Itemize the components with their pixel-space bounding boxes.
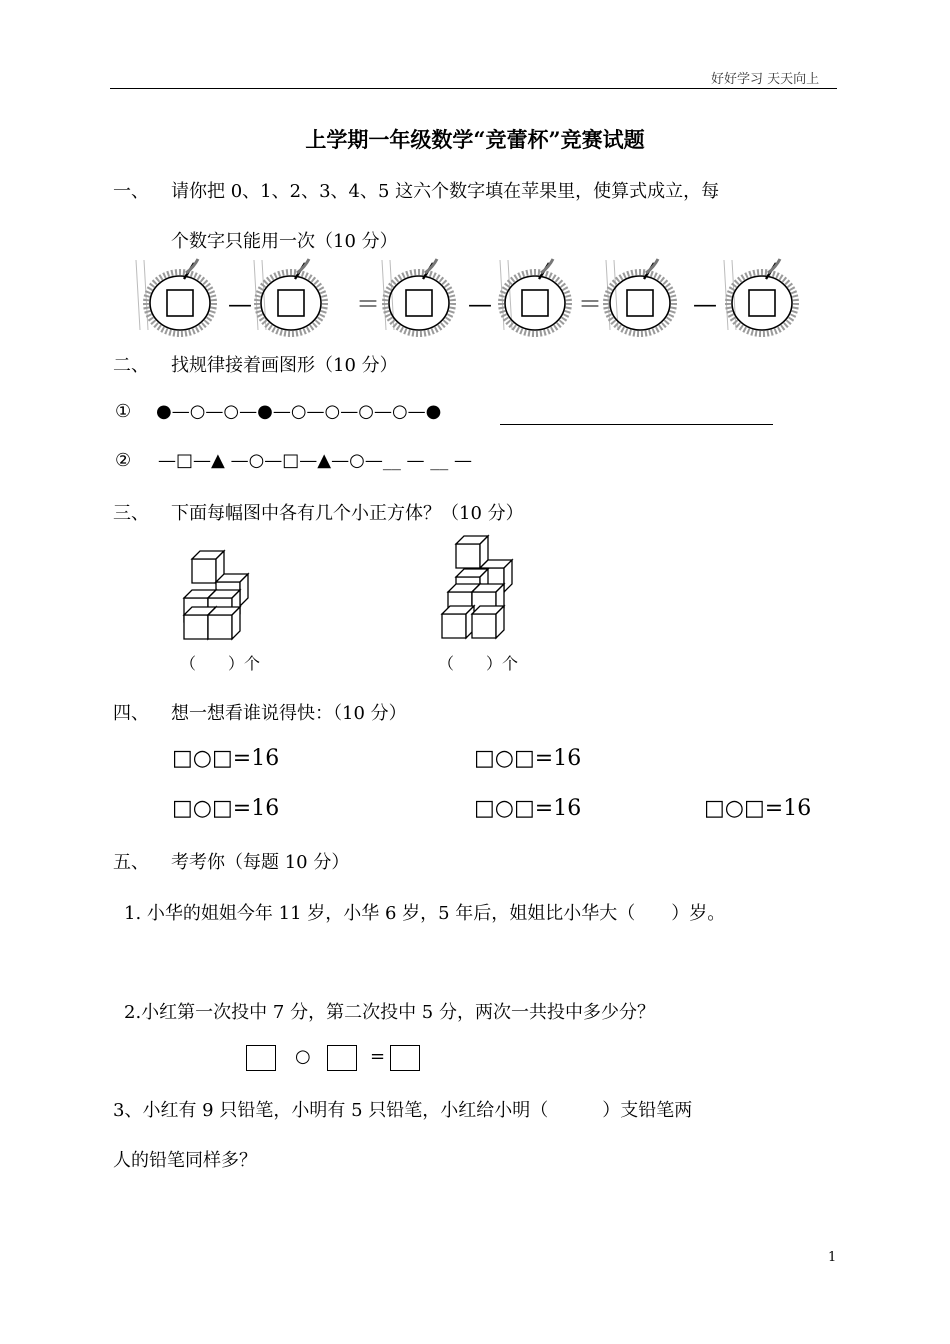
question-3-line2: 人的铅笔同样多？ xyxy=(113,1150,257,1171)
q2-box-1[interactable] xyxy=(246,1045,276,1071)
equals-sign-2: ＝ xyxy=(578,290,602,318)
section-1-heading xyxy=(113,177,719,203)
equals-sign-1: ＝ xyxy=(356,290,380,318)
cube-answer-2[interactable]: （ ）个 xyxy=(438,654,519,673)
section-1-text-line1: 请你把 0、1、2、3、4、5 这六个数字填在苹果里，使算式成立，每 xyxy=(171,181,720,202)
q2-box-3[interactable] xyxy=(390,1045,420,1071)
section-5-text: 考考你（每题 10 分） xyxy=(171,852,350,873)
pattern-1-sequence: ●—○—○—●—○—○—○—○—● xyxy=(156,401,442,422)
section-5-number: 五、 xyxy=(113,852,149,873)
section-3-text: 下面每幅图中各有几个小正方体？（10 分） xyxy=(171,503,524,524)
section-4-heading xyxy=(113,699,407,725)
pattern-1-answer-line[interactable] xyxy=(500,424,773,425)
expression-1[interactable]: □○□=16 xyxy=(172,746,280,771)
section-1-number: 一、 xyxy=(113,181,149,202)
minus-sign-3: — xyxy=(693,290,717,318)
expression-3[interactable]: □○□=16 xyxy=(172,796,280,821)
question-1: 1. 小华的姐姐今年 11 岁，小华 6 岁，5 年后，姐姐比小华大（ ）岁。 xyxy=(124,903,726,924)
q2-equals-sign: = xyxy=(370,1046,386,1067)
cube-figure-1 xyxy=(180,545,260,645)
page-title: 上学期一年级数学“竞蕾杯”竞赛试题 xyxy=(305,127,645,152)
apple-1[interactable] xyxy=(146,259,214,334)
expression-5[interactable]: □○□=16 xyxy=(704,796,812,821)
section-4-text: 想一想看谁说得快：（10 分） xyxy=(171,703,407,724)
q2-operator-circle[interactable]: ○ xyxy=(295,1046,311,1067)
pattern-2-label: ② xyxy=(115,450,132,471)
section-4-number: 四、 xyxy=(113,703,149,724)
apple-equation xyxy=(128,250,818,345)
question-2: 2.小红第一次投中 7 分，第二次投中 5 分，两次一共投中多少分？ xyxy=(124,1002,655,1023)
cube-answer-1[interactable]: （ ）个 xyxy=(180,654,261,673)
section-2-heading xyxy=(113,351,398,377)
pattern-1-label: ① xyxy=(115,401,132,422)
apple-3[interactable] xyxy=(385,259,453,334)
minus-sign-2: — xyxy=(468,290,492,318)
expression-2[interactable]: □○□=16 xyxy=(474,746,582,771)
header-divider xyxy=(110,88,837,89)
minus-sign-1: — xyxy=(228,290,252,318)
section-2-text: 找规律接着画图形（10 分） xyxy=(171,355,398,376)
section-5-heading xyxy=(113,848,349,874)
section-3-number: 三、 xyxy=(113,503,149,524)
page-header-text: 好好学习 天天向上 xyxy=(711,72,820,87)
page-number: 1 xyxy=(828,1250,837,1265)
pattern-2-sequence: —□—▲ —○—□—▲—○—__ — __ — xyxy=(158,450,472,471)
section-2-number: 二、 xyxy=(113,355,149,376)
expression-4[interactable]: □○□=16 xyxy=(474,796,582,821)
section-3-heading xyxy=(113,499,524,525)
q2-box-2[interactable] xyxy=(327,1045,357,1071)
apple-2[interactable] xyxy=(257,259,325,334)
section-1-text-line2: 个数字只能用一次（10 分） xyxy=(171,231,398,252)
question-3-line1: 3、小红有 9 只铅笔，小明有 5 只铅笔，小红给小明（ ）支铅笔两 xyxy=(113,1100,693,1121)
apple-6[interactable] xyxy=(728,259,796,334)
cube-figure-2 xyxy=(440,533,530,643)
